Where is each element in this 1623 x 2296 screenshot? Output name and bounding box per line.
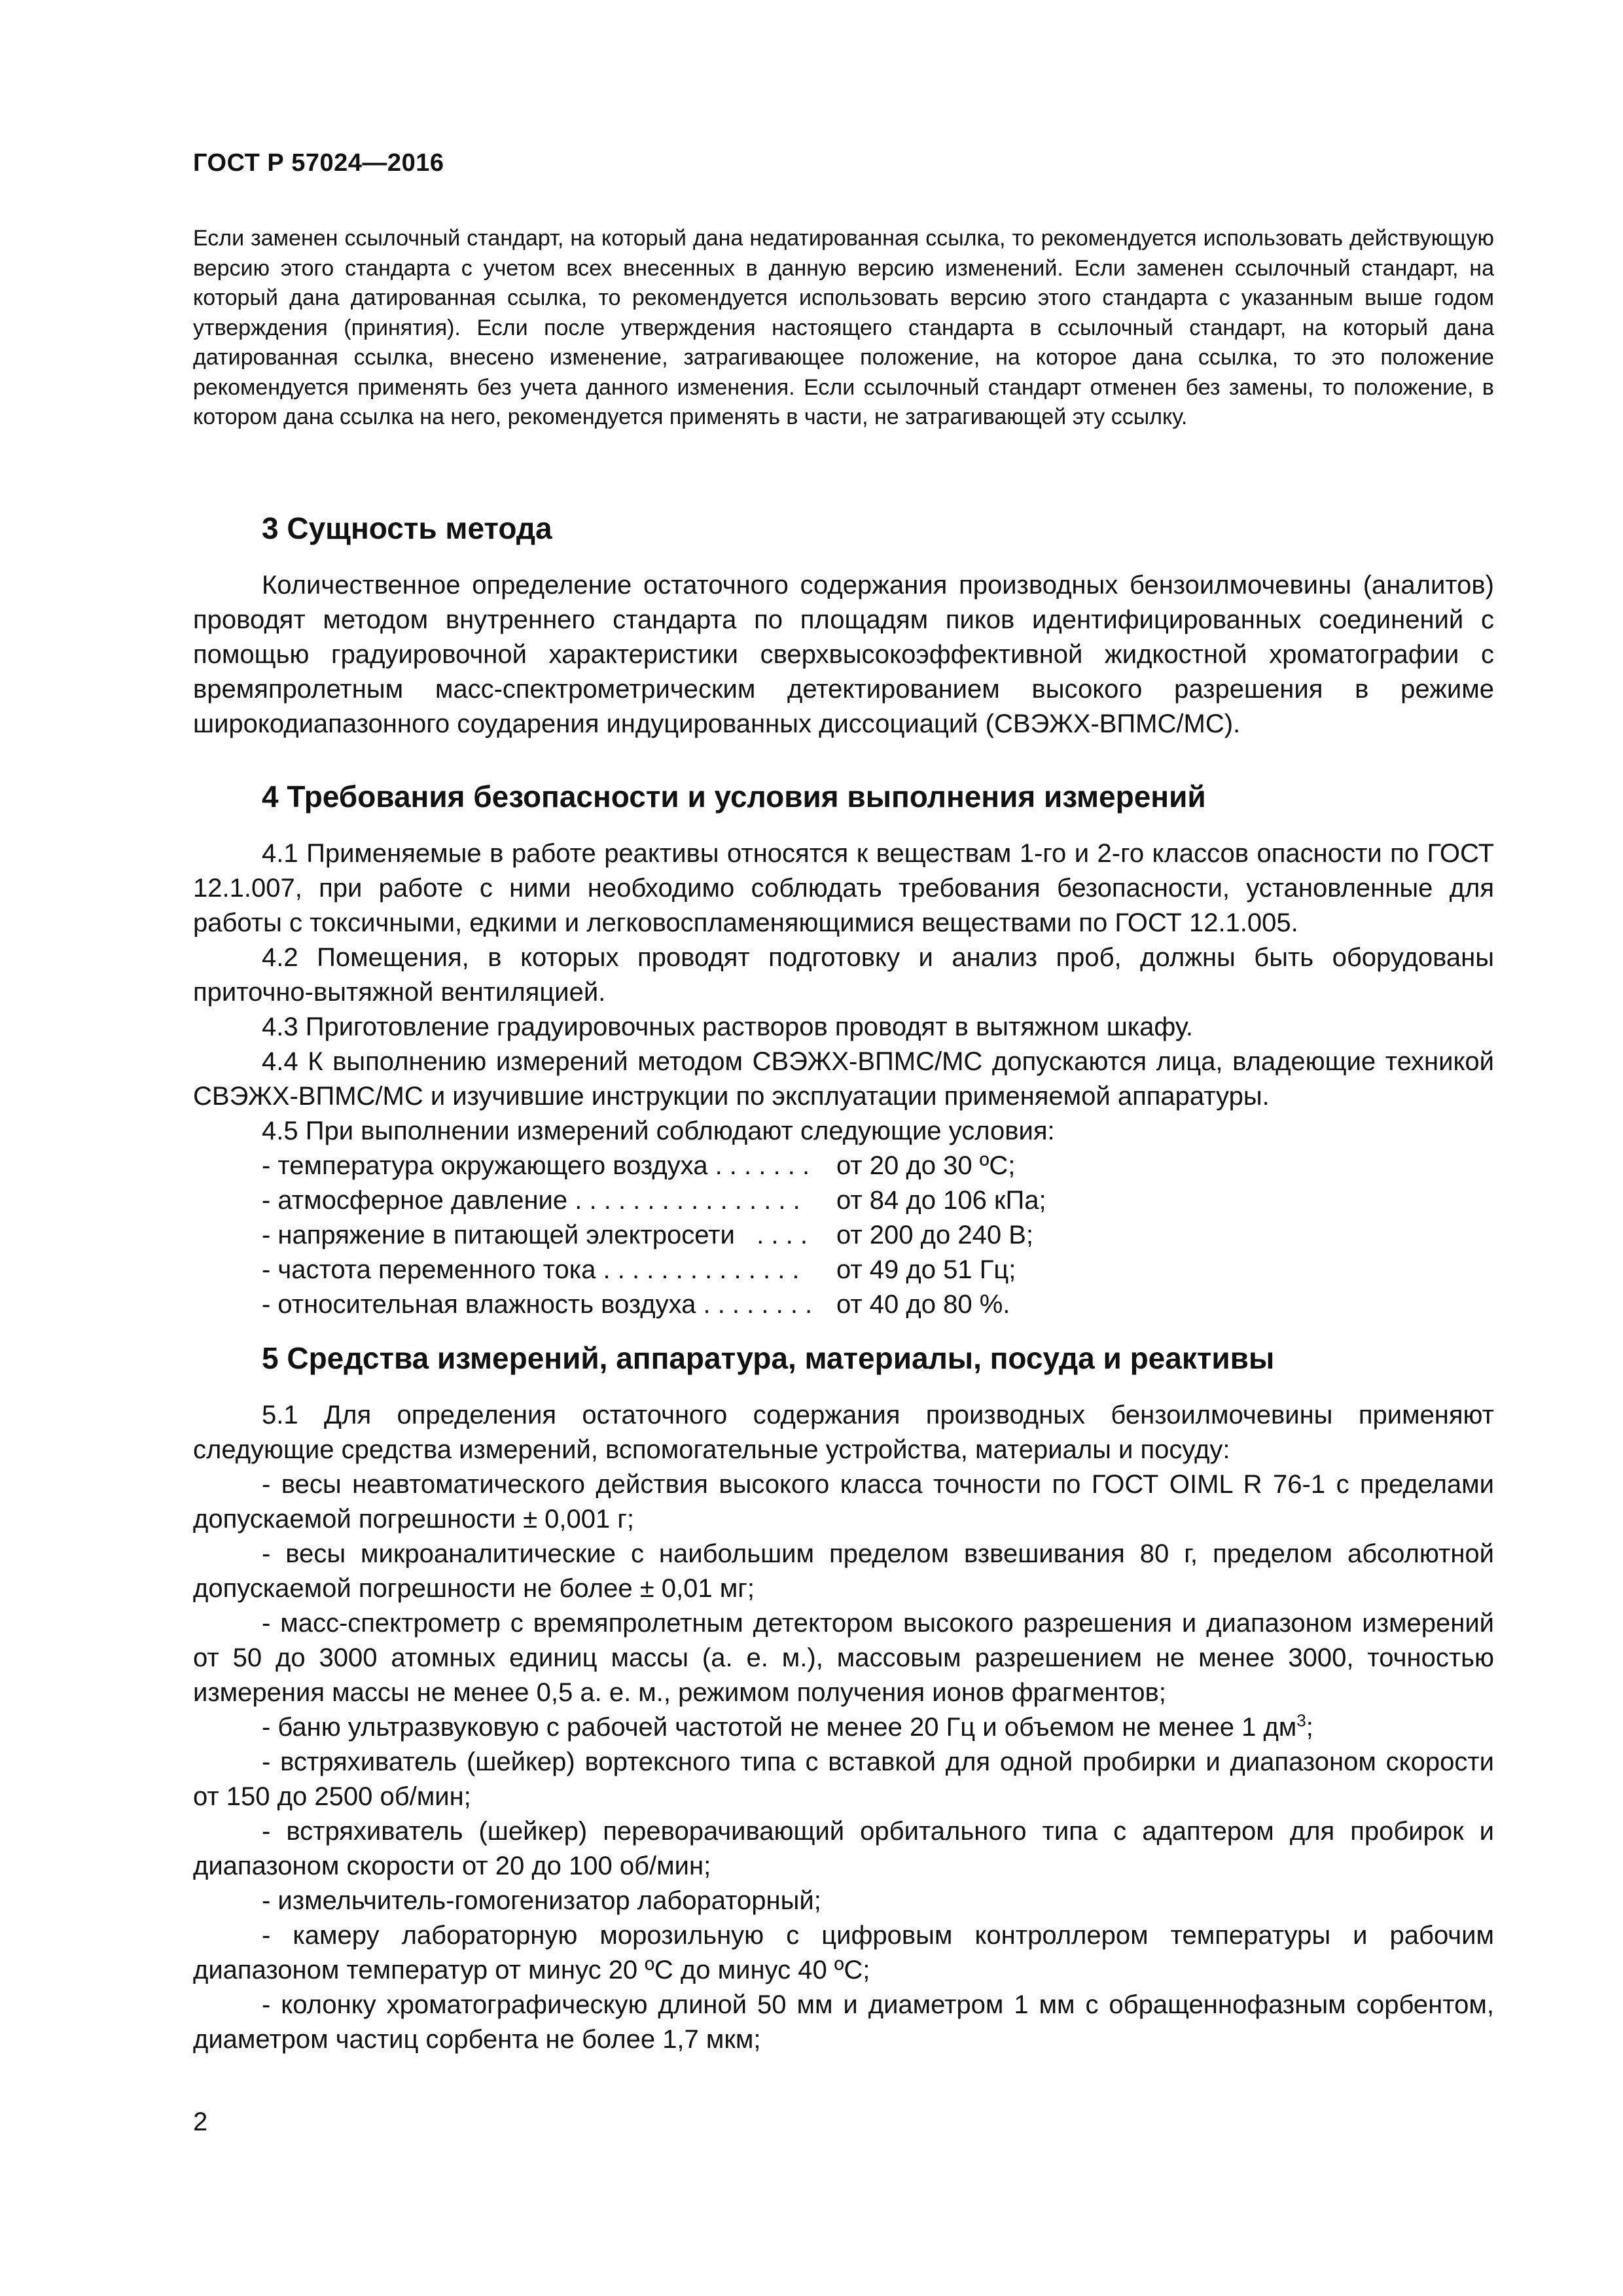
equipment-item: - измельчитель-гомогенизатор лабораторный; — [262, 1886, 821, 1915]
reference-note — [193, 224, 1494, 433]
section-4-5: 4.5 При выполнении измерений соблюдают следующие условия: — [262, 1117, 1055, 1145]
section-4-3: 4.3 Приготовление градуировочных растворов проводят в вытяжном шкафу. — [262, 1013, 1193, 1041]
condition-row — [193, 1218, 1494, 1253]
condition-value: от 49 до 51 Гц; — [836, 1255, 1016, 1284]
section-4-4: 4.4 К выполнению измерений методом СВЭЖХ-ВПМС/МС допускаются лица, владеющие техникой СВЭЖХ-ВПМС/МС и изучившие инструкции по эксплуатации применяемой аппаратуры. — [193, 1047, 1494, 1111]
condition-value: от 20 до 30 ºС; — [836, 1151, 1016, 1180]
section-3-title: 3 Сущность метода — [262, 511, 552, 545]
bath-superscript: 3 — [1296, 1710, 1306, 1731]
section-4-body — [193, 836, 1494, 1322]
reference-note-text: Если заменен ссылочный стандарт, на который дана недатированная ссылка, то рекомендуется использовать действующую версию этого стандарта с учетом всех внесенных в данную версию изменений. Если заменен ссылочный стандарт, на который дана датированная ссылка, то рекомендуется использовать версию этого стандарта с указанным выше годом утверждения (принятия). Если после утверждения настоящего стандарта в ссылочный стандарт, на который дана датированная ссылка, внесено изменение, затрагивающее положение, на которое дана ссылка, то это положение рекомендуется применять без учета данного изменения. Если ссылочный стандарт отменен без замены, то положение, в котором дана ссылка на него, рекомендуется применять в части, не затрагивающей эту ссылку. — [193, 226, 1494, 429]
bath-text: - баню ультразвуковую с рабочей частотой не менее 20 Гц и объемом не менее 1 дм — [262, 1713, 1297, 1742]
equipment-item-ultrasonic-bath — [193, 1710, 1494, 1745]
condition-label: - напряжение в питающей электросети . . . . — [262, 1221, 808, 1249]
section-4-2: 4.2 Помещения, в которых проводят подготовку и анализ проб, должны быть оборудованы приточно-вытяжной вентиляцией. — [193, 943, 1494, 1007]
condition-label: - атмосферное давление . . . . . . . . . . . . . . . . — [262, 1186, 800, 1215]
equipment-item: - встряхиватель (шейкер) вортексного типа с вставкой для одной пробирки и диапазоном скорости от 150 до 2500 об/мин; — [193, 1748, 1494, 1811]
condition-value: от 84 до 106 кПа; — [836, 1186, 1046, 1215]
condition-label: - относительная влажность воздуха . . . . . . . . — [262, 1290, 813, 1319]
document-code-header: ГОСТ Р 57024—2016 — [193, 149, 444, 177]
condition-row — [193, 1149, 1494, 1183]
condition-label: - частота переменного тока . . . . . . . . . . . . . . — [262, 1255, 800, 1284]
condition-row — [193, 1287, 1494, 1322]
condition-value: от 40 до 80 %. — [836, 1290, 1010, 1319]
section-3-body — [193, 568, 1494, 742]
equipment-item: - камеру лабораторную морозильную с цифровым контроллером температуры и рабочим диапазоном температур от минус 20 ºС до минус 40 ºС; — [193, 1921, 1494, 1984]
section-5-body — [193, 1398, 1494, 2057]
equipment-item: - весы неавтоматического действия высокого класса точности по ГОСТ OIML R 76-1 с пределами допускаемой погрешности ± 0,001 г; — [193, 1470, 1494, 1534]
section-5-1: 5.1 Для определения остаточного содержания производных бензоилмочевины применяют следующие средства измерений, вспомогательные устройства, материалы и посуду: — [193, 1401, 1494, 1464]
equipment-item: - масс-спектрометр с времяпролетным детектором высокого разрешения и диапазоном измерений от 50 до 3000 атомных единиц массы (а. е. м.), массовым разрешением не менее 3000, точностью измерения массы не менее 0,5 а. е. м., режимом получения ионов фрагментов; — [193, 1609, 1494, 1707]
condition-row — [193, 1253, 1494, 1287]
bath-end: ; — [1306, 1713, 1313, 1742]
equipment-item: - колонку хроматографическую длиной 50 мм и диаметром 1 мм с обращеннофазным сорбентом, диаметром частиц сорбента не более 1,7 мкм; — [193, 1990, 1494, 2054]
equipment-item: - встряхиватель (шейкер) переворачивающий орбитального типа с адаптером для пробирок и диапазоном скорости от 20 до 100 об/мин; — [193, 1817, 1494, 1880]
section-4-title: 4 Требования безопасности и условия выполнения измерений — [262, 780, 1206, 814]
page-number: 2 — [193, 2108, 208, 2136]
condition-value: от 200 до 240 В; — [836, 1221, 1033, 1249]
section-4-1: 4.1 Применяемые в работе реактивы относятся к веществам 1-го и 2-го классов опасности по ГОСТ 12.1.007, при работе с ними необходимо соблюдать требования безопасности, установленные для работы с токсичными, едкими и легковоспламеняющимися веществами по ГОСТ 12.1.005. — [193, 839, 1494, 937]
equipment-item: - весы микроаналитические с наибольшим пределом взвешивания 80 г, пределом абсолютной допускаемой погрешности не более ± 0,01 мг; — [193, 1539, 1494, 1603]
condition-row — [193, 1183, 1494, 1218]
section-3-paragraph: Количественное определение остаточного содержания производных бензоилмочевины (аналитов) проводят методом внутреннего стандарта по площадям пиков идентифицированных соединений с помощью градуировочной характеристики сверхвысокоэффективной жидкостной хроматографии с времяпролетным масс-спектрометрическим детектированием высокого разрешения в режиме широкодиапазонного соударения индуцированных диссоциаций (СВЭЖХ-ВПМС/МС). — [193, 571, 1494, 738]
section-5-title: 5 Средства измерений, аппаратура, материалы, посуда и реактивы — [262, 1341, 1275, 1375]
condition-label: - температура окружающего воздуха . . . . . . . — [262, 1151, 810, 1180]
